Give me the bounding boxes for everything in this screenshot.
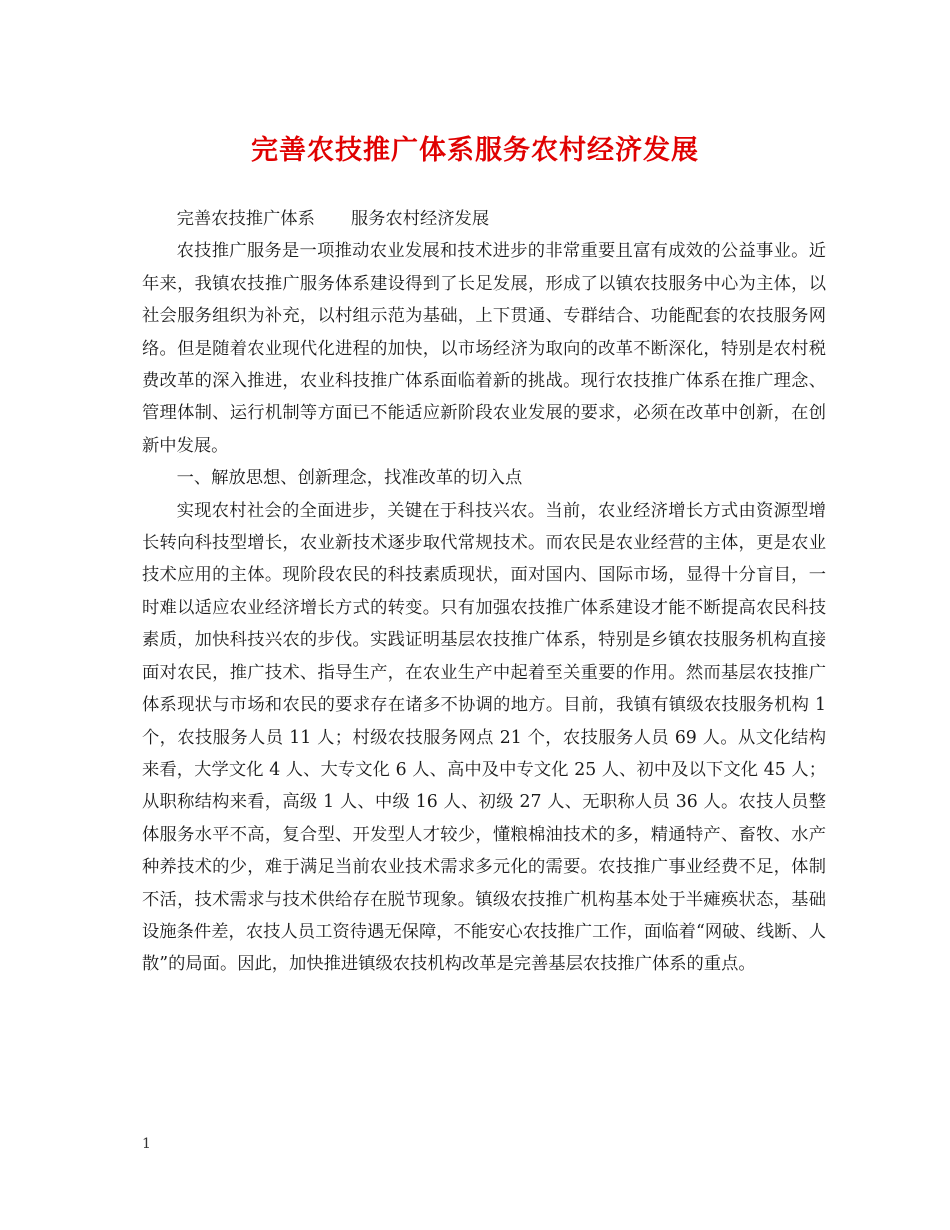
subtitle-left: 完善农技推广体系 (176, 209, 315, 229)
subtitle-right: 服务农村经济发展 (350, 209, 490, 229)
paragraph-intro: 农技推广服务是一项推动农业发展和技术进步的非常重要且富有成效的公益事业。近年来，我镇农技推广服务体系建设得到了长足发展，形成了以镇农技服务中心为主体，以社会服务组织为补充，以村组示范为基础，上下贯通、专群结合、功能配套的农技服务网络。但是随着农业现代化进程的加快，以市场经济为取向的改革不断深化，特别是农村税费改革的深入推进，农业科技推广体系面临着新的挑战。现行农技推广体系在推广理念、管理体制、运行机制等方面已不能适应新阶段农业发展的要求，必须在改革中创新，在创新中发展。 (142, 241, 826, 456)
section-heading: 一、解放思想、创新理念，找准改革的切入点 (176, 468, 523, 489)
page-number: 1 (142, 1136, 151, 1152)
paragraph-section-1: 实现农村社会的全面进步，关键在于科技兴农。当前，农业经济增长方式由资源型增长转向科技型增长，农业新技术逐步取代常规技术。而农民是农业经营的主体，更是农业技术应用的主体。现阶段农民的科技素质现状，面对国内、国际市场，显得十分盲目，一时难以适应农业经济增长方式的转变。只有加强农技推广体系建设才能不断提高农民科技素质，加快科技兴农的步伐。实践证明基层农技推广体系，特别是乡镇农技服务机构直接面对农民，推广技术、指导生产，在农业生产中起着至关重要的作用。然而基层农技推广体系现状与市场和农民的要求存在诸多不协调的地方。目前，我镇有镇级农技服务机构 1 个，农技服务人员 11 人；村级农技服务网点 21 个，农技服务人员 69 人。从文化结构来看，大学文化 4 人、大专文化 6 人、高中及中专文化 25 人、初中及以下文化 45 人；从职称结构来看，高级 1 人、中级 16 人、初级 27 人、无职称人员 36 人。农技人员整体服务水平不高，复合型、开发型人才较少，懂粮棉油技术的多，精通特产、畜牧、水产种养技术的少，难于满足当前农业技术需求多元化的需要。农技推广事业经费不足，体制不活，技术需求与技术供给存在脱节现象。镇级农技推广机构基本处于半瘫痪状态，基础设施条件差，农技人员工资待遇无保障，不能安心农技推广工作，面临着“网破、线断、人散”的局面。因此，加快推进镇级农技机构改革是完善基层农技推广体系的重点。 (142, 500, 826, 975)
subtitle-line (142, 203, 826, 235)
document-title: 完善农技推广体系服务农村经济发展 (251, 135, 699, 166)
document-body (142, 203, 826, 981)
